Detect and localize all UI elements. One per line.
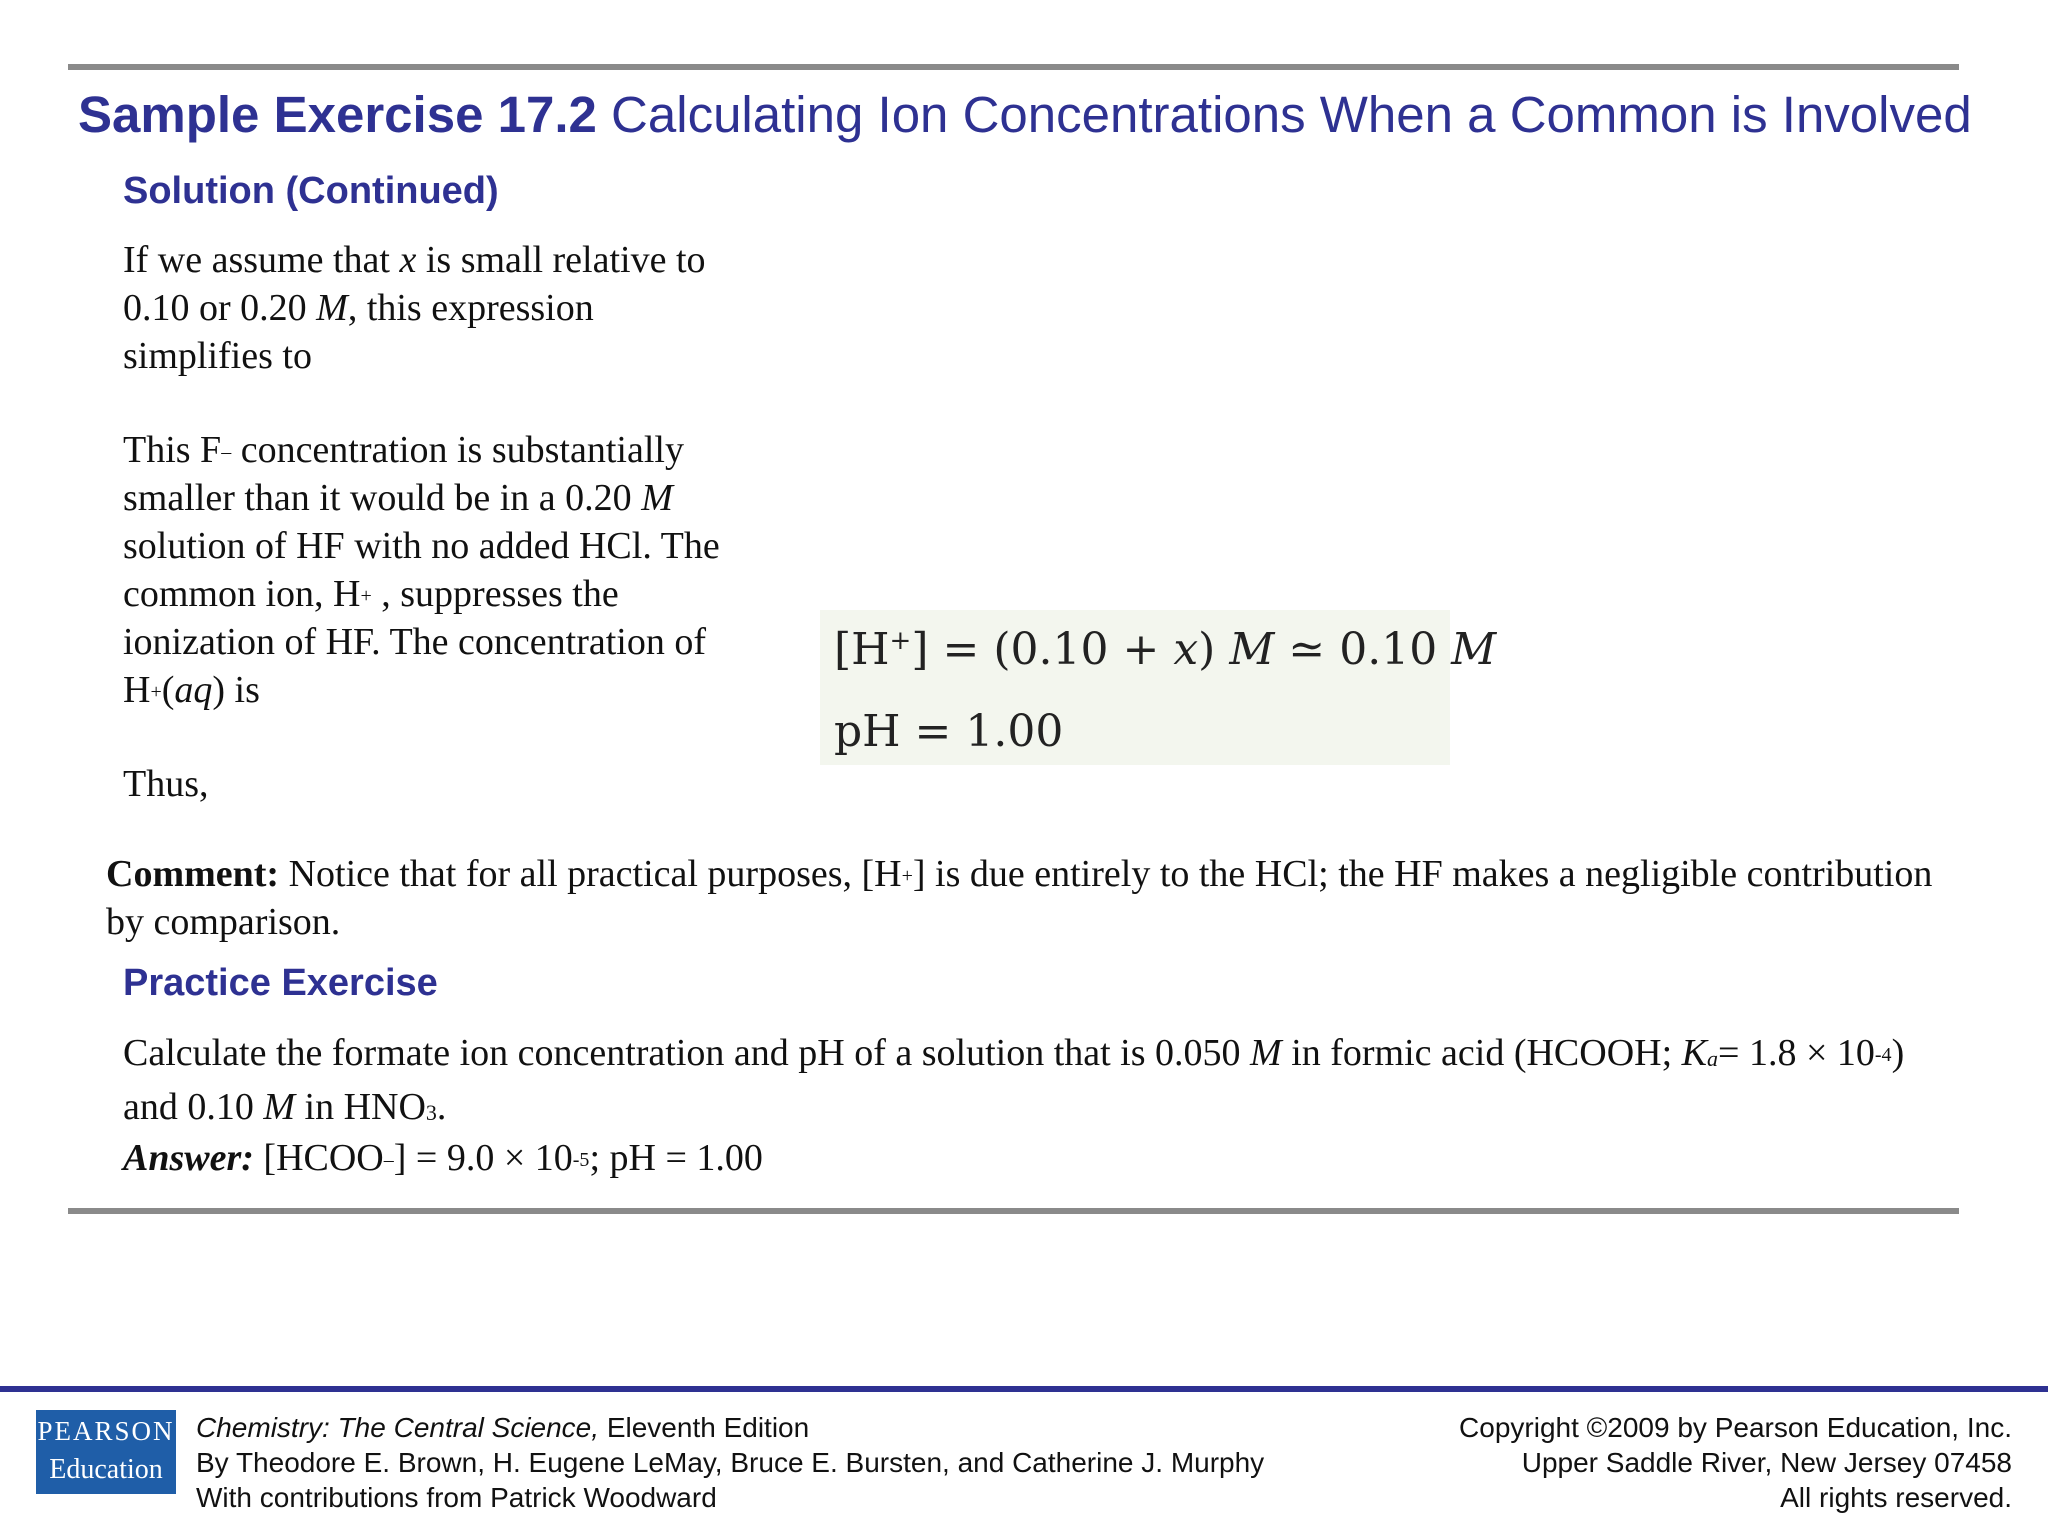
footer-authors: By Theodore E. Brown, H. Eugene LeMay, Bruce E. Bursten, and Catherine J. Murphy bbox=[196, 1447, 1265, 1478]
footer-location: Upper Saddle River, New Jersey 07458 bbox=[1521, 1447, 2012, 1478]
solution-heading: Solution (Continued) bbox=[123, 170, 499, 212]
practice-question: Calculate the formate ion concentration and pH of a solution that is 0.050 M in formic acid (HCOOH; $K_a= 1.8 \times 10^{-4}$) and 0.10 M in $HNO_3$. bbox=[123, 1032, 1905, 1128]
practice-heading: Practice Exercise bbox=[123, 962, 438, 1004]
equation-h-concentration: [H+] = (0.10 + x) M ≃ 0.10 M bbox=[834, 624, 1497, 675]
paragraph-thus: Thus, bbox=[123, 763, 209, 805]
slide-title bbox=[78, 84, 1978, 146]
paragraph-assumption: If we assume that x is small relative to 0.10 or 0.20 M, this expression simplifies to bbox=[123, 239, 706, 377]
equation-box bbox=[820, 610, 1497, 765]
title-text: Calculating Ion Concentrations When a Common is Involved bbox=[596, 86, 1972, 143]
footer-contributions: With contributions from Patrick Woodward bbox=[196, 1482, 717, 1513]
title-exercise-number: Sample Exercise 17.2 bbox=[78, 86, 597, 143]
footer-copyright bbox=[1459, 1410, 2012, 1515]
pearson-logo: PEARSON Education bbox=[36, 1410, 176, 1494]
comment-paragraph: Comment: Notice that for all practical purposes, [H+] is due entirely to the HCl; the HF makes a negligible contribution by comparison. bbox=[106, 853, 1933, 943]
footer-copyright-line: Copyright ©2009 by Pearson Education, Inc. bbox=[1459, 1412, 2012, 1443]
equation-ph: pH = 1.00 bbox=[834, 706, 1064, 757]
bottom-divider bbox=[68, 1208, 1959, 1214]
footer-book-title: Chemistry: The Central Science, Eleventh Edition bbox=[196, 1412, 810, 1443]
answer-label: Answer: bbox=[123, 1137, 254, 1179]
footer-rights: All rights reserved. bbox=[1780, 1482, 2012, 1513]
footer-citation bbox=[196, 1410, 1264, 1515]
paragraph-common-ion: This F– concentration is substantially smaller than it would be in a 0.20 M solution of HF with no added HCl. The common ion, H+ , suppresses the ionization of HF. The concentration of H+(aq) is bbox=[123, 429, 720, 711]
footer-divider bbox=[0, 1386, 2048, 1392]
top-divider bbox=[68, 64, 1959, 70]
comment-label: Comment: bbox=[106, 853, 280, 895]
practice-answer: Answer: [HCOO–] = $9.0 \times 10^{-5}$; pH = 1.00 bbox=[123, 1137, 763, 1179]
